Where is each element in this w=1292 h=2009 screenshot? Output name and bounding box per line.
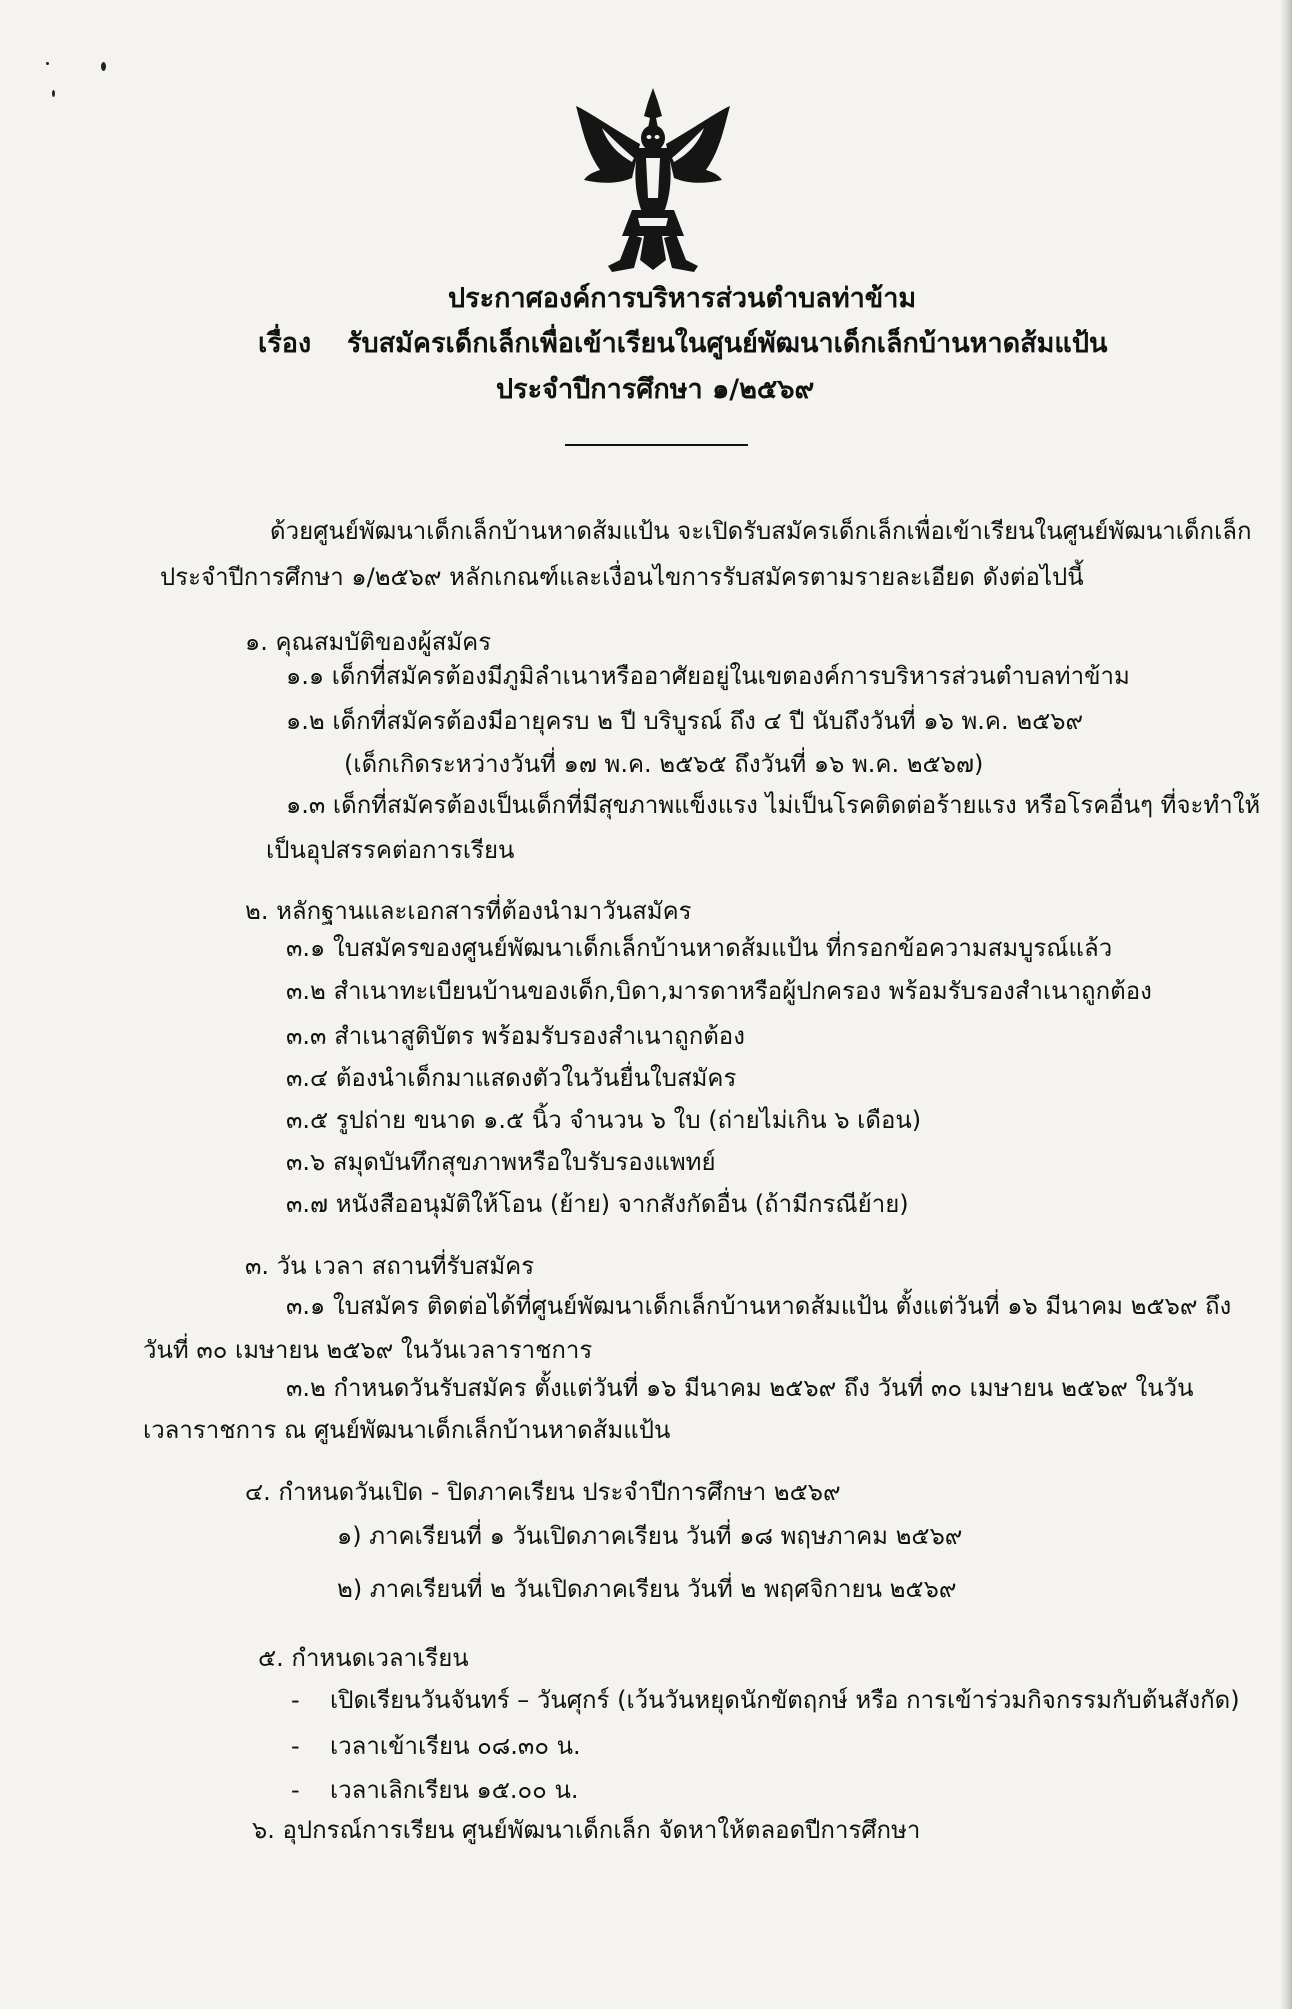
academic-year-title: ประจำปีการศึกษา ๑/๒๕๖๙ xyxy=(496,374,815,405)
page-edge-shadow xyxy=(1280,0,1292,2009)
page-title: ประกาศองค์การบริหารส่วนตำบลท่าข้าม xyxy=(448,283,917,314)
list-item-continuation: เวลาราชการ ณ ศูนย์พัฒนาเด็กเล็กบ้านหาดส้มแป้น xyxy=(143,1416,671,1444)
list-item: เวลาเลิกเรียน ๑๕.๐๐ น. xyxy=(330,1776,579,1804)
title-underline xyxy=(565,444,748,446)
list-item: เวลาเข้าเรียน ๐๘.๓๐ น. xyxy=(330,1732,581,1760)
list-item: ๑.๑ เด็กที่สมัครต้องมีภูมิลำเนาหรืออาศัยอยู่ในเขตองค์การบริหารส่วนตำบลท่าข้าม xyxy=(286,662,1130,690)
section-heading: ๔. กำหนดวันเปิด - ปิดภาคเรียน ประจำปีการศึกษา ๒๕๖๙ xyxy=(245,1478,841,1506)
list-item-continuation: วันที่ ๓๐ เมษายน ๒๕๖๙ ในวันเวลาราชการ xyxy=(143,1336,593,1364)
list-item: ๓.๗ หนังสืออนุมัติให้โอน (ย้าย) จากสังกัดอื่น (ถ้ามีกรณีย้าย) xyxy=(286,1190,909,1218)
scan-speck xyxy=(101,62,106,71)
subject-text: รับสมัครเด็กเล็กเพื่อเข้าเรียนในศูนย์พัฒนาเด็กเล็กบ้านหาดส้มแป้น xyxy=(347,328,1108,359)
section-heading: ๓. วัน เวลา สถานที่รับสมัคร xyxy=(245,1252,535,1280)
intro-line: ประจำปีการศึกษา ๑/๒๕๖๙ หลักเกณฑ์และเงื่อนไขการรับสมัครตามรายละเอียด ดังต่อไปนี้ xyxy=(160,563,1084,591)
list-item: ๓.๑ ใบสมัครของศูนย์พัฒนาเด็กเล็กบ้านหาดส้มแป้น ที่กรอกข้อความสมบูรณ์แล้ว xyxy=(286,934,1113,962)
list-item: ๑) ภาคเรียนที่ ๑ วันเปิดภาคเรียน วันที่ ๑๘ พฤษภาคม ๒๕๖๙ xyxy=(337,1522,963,1550)
intro-line: ด้วยศูนย์พัฒนาเด็กเล็กบ้านหาดส้มแป้น จะเปิดรับสมัครเด็กเล็กเพื่อเข้าเรียนในศูนย์พัฒนาเด็กเล็ก xyxy=(270,517,1252,545)
bullet-dash: - xyxy=(291,1686,300,1714)
list-item: ๓.๓ สำเนาสูติบัตร พร้อมรับรองสำเนาถูกต้อง xyxy=(286,1022,745,1050)
section-heading: ๖. อุปกรณ์การเรียน ศูนย์พัฒนาเด็กเล็ก จัดหาให้ตลอดปีการศึกษา xyxy=(252,1816,921,1844)
list-item: ๓.๔ ต้องนำเด็กมาแสดงตัวในวันยื่นใบสมัคร xyxy=(286,1064,737,1092)
scan-speck xyxy=(46,62,49,65)
bullet-dash: - xyxy=(291,1776,300,1804)
section-heading: ๒. หลักฐานและเอกสารที่ต้องนำมาวันสมัคร xyxy=(245,897,692,925)
list-item: ๓.๑ ใบสมัคร ติดต่อได้ที่ศูนย์พัฒนาเด็กเล็กบ้านหาดส้มแป้น ตั้งแต่วันที่ ๑๖ มีนาคม ๒๕๖๙ ถึง xyxy=(286,1292,1232,1320)
section-heading: ๑. คุณสมบัติของผู้สมัคร xyxy=(245,628,492,656)
scan-speck xyxy=(52,90,55,97)
section-heading: ๕. กำหนดเวลาเรียน xyxy=(258,1644,469,1672)
subject-label: เรื่อง xyxy=(258,328,312,359)
garuda-emblem-icon xyxy=(572,88,734,273)
bullet-dash: - xyxy=(291,1732,300,1760)
list-item-continuation: เป็นอุปสรรคต่อการเรียน xyxy=(266,836,515,864)
list-item: ๑.๓ เด็กที่สมัครต้องเป็นเด็กที่มีสุขภาพแข็งแรง ไม่เป็นโรคติดต่อร้ายแรง หรือโรคอื่นๆ ที่จะทำให้ xyxy=(286,791,1261,819)
list-item: ๒) ภาคเรียนที่ ๒ วันเปิดภาคเรียน วันที่ ๒ พฤศจิกายน ๒๕๖๙ xyxy=(337,1575,957,1603)
list-item: ๓.๒ กำหนดวันรับสมัคร ตั้งแต่วันที่ ๑๖ มีนาคม ๒๕๖๙ ถึง วันที่ ๓๐ เมษายน ๒๕๖๙ ในวัน xyxy=(286,1374,1194,1402)
list-item-note: (เด็กเกิดระหว่างวันที่ ๑๗ พ.ค. ๒๕๖๕ ถึงวันที่ ๑๖ พ.ค. ๒๕๖๗) xyxy=(344,750,984,778)
list-item: ๓.๕ รูปถ่าย ขนาด ๑.๕ นิ้ว จำนวน ๖ ใบ (ถ่ายไม่เกิน ๖ เดือน) xyxy=(286,1106,922,1134)
list-item: ๓.๒ สำเนาทะเบียนบ้านของเด็ก,บิดา,มารดาหรือผู้ปกครอง พร้อมรับรองสำเนาถูกต้อง xyxy=(286,977,1152,1005)
list-item: เปิดเรียนวันจันทร์ – วันศุกร์ (เว้นวันหยุดนักขัตฤกษ์ หรือ การเข้าร่วมกิจกรรมกับต้นสังกัด) xyxy=(330,1686,1240,1714)
list-item: ๑.๒ เด็กที่สมัครต้องมีอายุครบ ๒ ปี บริบูรณ์ ถึง ๔ ปี นับถึงวันที่ ๑๖ พ.ค. ๒๕๖๙ xyxy=(286,707,1084,735)
list-item: ๓.๖ สมุดบันทึกสุขภาพหรือใบรับรองแพทย์ xyxy=(286,1148,716,1176)
